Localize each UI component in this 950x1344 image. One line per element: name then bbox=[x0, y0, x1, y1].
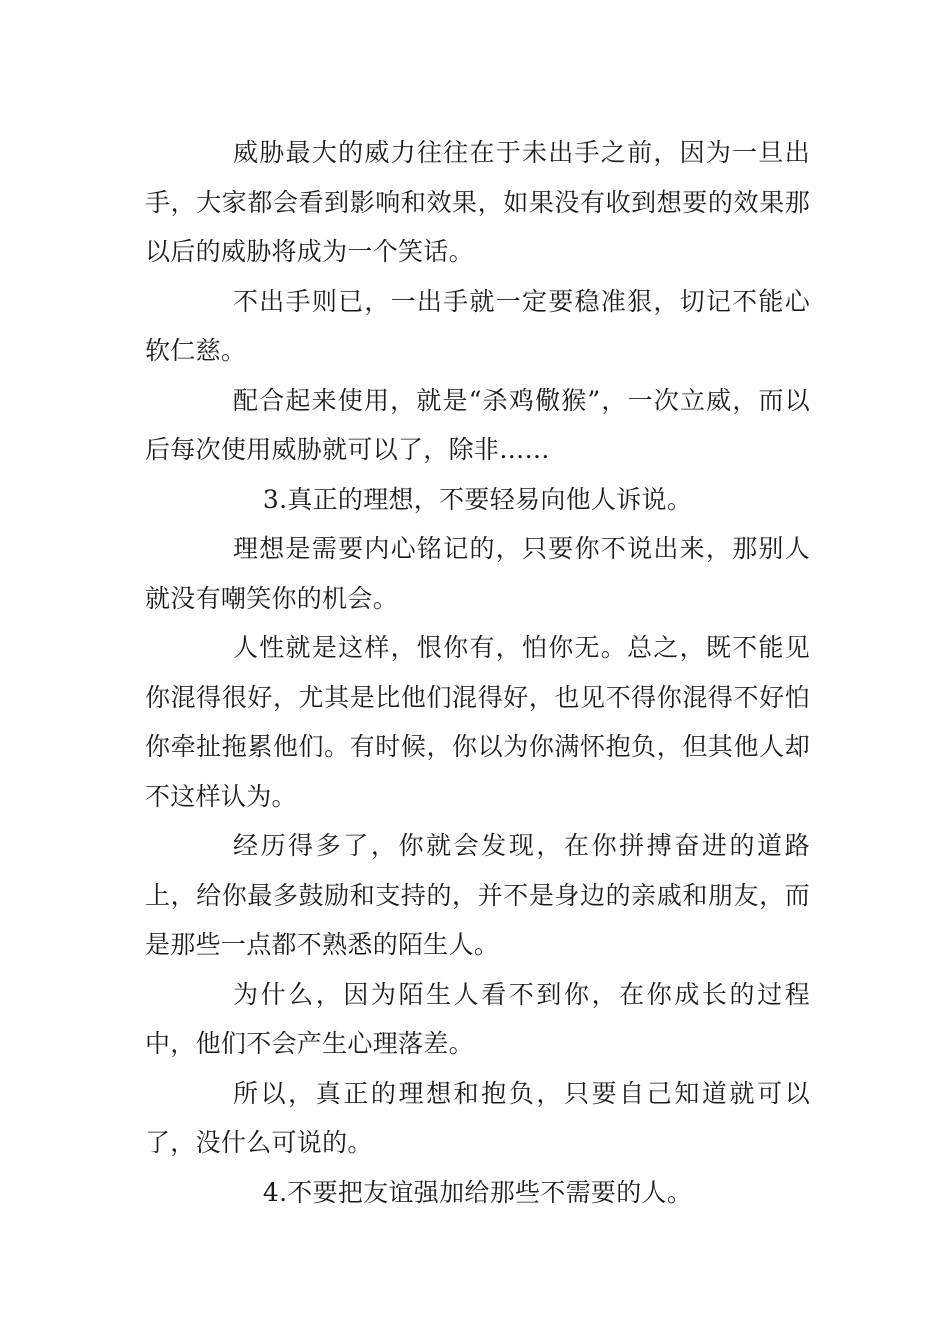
body-text bbox=[145, 128, 810, 1217]
section-heading-4: 4.不要把友谊强加给那些不需要的人。 bbox=[262, 1177, 693, 1207]
paragraph: 配合起来使用，就是“杀鸡儆猴”，一次立威，而以后每次使用威胁就可以了，除非…… bbox=[145, 385, 810, 464]
paragraph: 人性就是这样，恨你有，怕你无。总之，既不能见你混得很好，尤其是比他们混得好，也见不得你混得不好怕你牵扯拖累他们。有时候，你以为你满怀抱负，但其他人却不这样认为。 bbox=[145, 633, 810, 811]
section-heading-3: 3.真正的理想，不要轻易向他人诉说。 bbox=[262, 484, 693, 514]
paragraph: 所以，真正的理想和抱负，只要自己知道就可以了，没什么可说的。 bbox=[145, 1078, 810, 1157]
paragraph: 经历得多了，你就会发现，在你拼搏奋进的道路上，给你最多鼓励和支持的，并不是身边的亲戚和朋友，而是那些一点都不熟悉的陌生人。 bbox=[145, 831, 810, 959]
paragraph: 不出手则已，一出手就一定要稳准狠，切记不能心软仁慈。 bbox=[145, 286, 810, 365]
paragraph: 为什么，因为陌生人看不到你，在你成长的过程中，他们不会产生心理落差。 bbox=[145, 979, 810, 1058]
paragraph: 理想是需要内心铭记的，只要你不说出来，那别人就没有嘲笑你的机会。 bbox=[145, 534, 810, 613]
paragraph: 威胁最大的威力往往在于未出手之前，因为一旦出手，大家都会看到影响和效果，如果没有收到想要的效果那以后的威胁将成为一个笑话。 bbox=[145, 138, 810, 266]
